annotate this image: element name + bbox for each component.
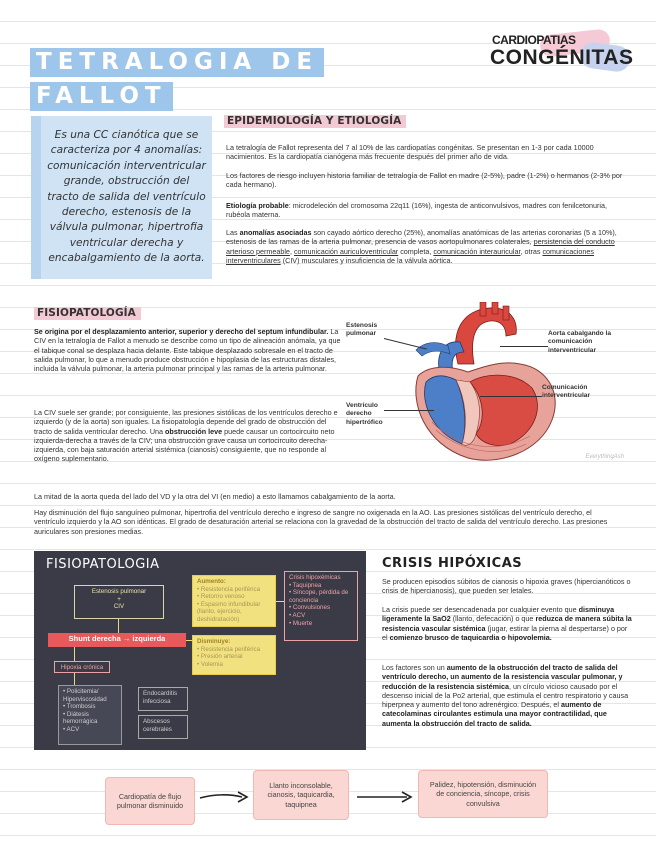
text-fragment: Los factores son un [382, 663, 447, 672]
fisiopatologia-paragraph-1 [34, 327, 346, 373]
bold-term: comienzo brusco de taquicardia o hipovolemia. [389, 632, 552, 642]
crisis-paragraph-3 [382, 663, 632, 728]
disminuye-title: Disminuye: [197, 638, 231, 645]
diagram-estenosis-box: Estenosis pulmonar + CIV [74, 585, 164, 619]
label-estenosis-pulmonar: Estenosis pulmonar [346, 322, 378, 338]
diagram-hipoxia-box: Hipoxia crónica [54, 661, 110, 673]
heading-crisis-hipoxicas: CRISIS HIPÓXICAS [382, 556, 523, 571]
text-fragment: La CIV en la tetralogía de Fallot a menudo se describe como un tipo de alineación anómala, ya que el tabique conal se desplaza hacia delante. Este tabique desplazado sobresale en el tracto de salida pulmonar, lo que a menudo produce obstrucción e hipoplasia de las estructuras distales, incluida la válvula pulmonar, la arteria pulmonar principal y las ramas de la arteria pulmonar. [34, 327, 341, 374]
label-ventriculo-derecho: Ventrículo derecho hipertrófico [346, 402, 383, 426]
etiologia-label: Etiología probable [226, 201, 289, 210]
text-fragment: La crisis puede ser desencadenada por cualquier evento que [382, 605, 579, 614]
label-aorta-cabalgando: Aorta cabalgando la comunicación interventricular [548, 330, 612, 354]
epidemiologia-paragraph-2: Los factores de riesgo incluyen historia familiar de tetralogía de Fallot en madre (2-5%), padre (1-2%) o hermanos (2-3% por cada hermano). [226, 171, 623, 190]
flow-arrow-icon [198, 790, 250, 804]
diagram-arrow [118, 619, 119, 633]
label-pointer-line [384, 410, 434, 411]
flow-box-consecuencias: Palidez, hipotensión, disminución de conciencia, síncope, crisis convulsiva [418, 770, 548, 818]
fisiopatologia-paragraph-2 [34, 408, 346, 464]
aumento-items: • Resistencia periférica • Retorno venoso • Espasmo infundibular (llanto, ejercicio, deshidratación) [197, 585, 261, 623]
bold-term: reduzca de manera súbita la resistencia vascular sistémica [382, 614, 632, 633]
underlined-term: comunicación auriculoventricular [293, 246, 399, 256]
bold-term: aumento de catecolaminas circulantes estimula una mayor contractilidad, que aumenta la obstrucción del tracto de salida. [382, 700, 607, 728]
diagram-disminuye-box [192, 635, 276, 675]
text-fragment: (jugar, estirar la pierna al despertarse) o por el [382, 623, 628, 642]
underlined-term: comunicaciones interventriculares [226, 246, 594, 265]
aumento-title: Aumento: [197, 578, 226, 585]
badge-line-2: CONGÉNITAS [490, 46, 634, 69]
diagram-arrow [74, 647, 75, 661]
topic-badge [480, 30, 640, 78]
heart-illustration [340, 302, 632, 464]
flow-arrow-icon [355, 790, 415, 804]
crisis-paragraph-1: Se producen episodios súbitos de cianosis o hipoxia graves (hipercianóticos o crisis de hipercianosis), que pueden ser letales. [382, 577, 631, 596]
diagram-complicaciones-box: • Policitemia/ Hiperviscosidad • Trombosis • Diátesis hemorrágica • ACV [58, 685, 122, 745]
text-fragment: puede causar un cortocircuito neto izquierda-derecha a través de la CIV; una obstrucción grave causa un cortocircuito derecha-izquierda, con baja saturación arterial sistémica (cianosis) consiguiente, que no responde al oxígeno suplementario. [34, 426, 335, 464]
epidemiologia-paragraph-3 [226, 201, 626, 220]
underlined-term: comunicación interauricular [433, 246, 521, 256]
underlined-term: persistencia del conducto arterioso permeable [226, 237, 615, 256]
fisiopatologia-diagram [34, 551, 366, 750]
flow-box-cardiopatia: Cardiopatía de flujo pulmonar disminuido [105, 777, 195, 825]
page-title-line-1: TETRALOGIA DE [30, 48, 324, 77]
fisiopatologia-paragraph-4: Hay disminución del flujo sanguíneo pulmonar, hipertrofia del ventrículo derecho e ingreso de sangre no oxigenada en la AO. Las presiones sistólicas del ventrículo derecho, el ventrículo izquierdo y la AO son idénticas. El grado de desaturación arterial se relaciona con la gravedad de la obstrucción del tracto de salida del ventrículo derecho. Las presiones auriculares son presiones medias. [34, 508, 608, 536]
page-title-line-2: FALLOT [30, 82, 173, 111]
label-comunicacion-interventricular: Comunicación interventricular [542, 384, 591, 400]
text-fragment: , otras [520, 246, 543, 256]
text-fragment: son cayado aórtico derecho (25%), anomalías anatómicas de las arterias coronarias (5 a 10%), estenosis de las ramas de la arteria pulmonar, presencia de vasos aortopulmonares colaterales, [226, 228, 617, 247]
intro-text: Es una CC cianótica que se caracteriza por 4 anomalías: comunicación interventricular grande, obstrucción del tracto de salida del ventrículo derecho, estenosis de la válvula pulmonar, hipertrofia ventricular derecha y encabalgamiento de la aorta. [47, 129, 206, 265]
diagram-shunt-box: Shunt derecha → izquierda [48, 633, 186, 647]
badge-line-1: CARDIOPATIAS [492, 33, 576, 47]
fisiopatologia-lead: Se origina por el desplazamiento anterior, superior y derecho del septum infundibular. [34, 327, 329, 336]
diagram-arrow [276, 601, 284, 602]
heading-fisiopatologia: FISIOPATOLOGÍA [34, 307, 141, 320]
diagram-arrow [74, 673, 75, 685]
bold-term: disminuya ligeramente la SaO2 [382, 605, 615, 624]
text-fragment: completa, [398, 246, 434, 256]
text-fragment: , [289, 246, 294, 256]
intro-box [31, 116, 212, 279]
diagram-title: FISIOPATOLOGIA [46, 557, 160, 572]
epidemiologia-paragraph-1: La tetralogía de Fallot representa del 7 al 10% de las cardiopatías congénitas. Se presentan en 1-3 por cada 10000 nacimientos. Es la cardiopatía cianógena más frecuente después del primer año de vida. [226, 143, 594, 162]
diagram-endocarditis-box: Endocarditis infecciosa [138, 687, 188, 711]
label-pointer-line [500, 346, 548, 347]
anomalias-label: anomalías asociadas [239, 228, 312, 237]
crisis-box-items: • Taquipnea • Síncope, pérdida de conciencia • Convulsiones • ACV • Muerte [289, 581, 349, 627]
text-fragment: , un círculo vicioso causado por el descenso inicial de la Po2 arterial, que estimula el centro respiratorio y causa hiperpnea y aumento del tono adrenérgico. Después, el [382, 681, 629, 710]
flow-box-sintomas: Llanto inconsolable, cianosis, taquicardia, taquipnea [253, 770, 349, 820]
crisis-box-title: Crisis hipoxémicas [289, 574, 341, 581]
disminuye-items: • Resistencia periférica • Presión arterial • Volemia [197, 645, 261, 668]
diagram-aumento-box [192, 575, 276, 627]
heading-epidemiologia: EPIDEMIOLOGÍA Y ETIOLOGÍA [224, 115, 406, 128]
obstruccion-leve-term: obstrucción leve [165, 426, 223, 436]
text-fragment: Las [226, 228, 240, 237]
image-watermark: EverythingAsh [585, 454, 624, 460]
text-fragment: La CIV suele ser grande; por consiguiente, las presiones sistólicas de los ventrículos derecho e izquierdo (y de la aorta) son iguales. La fisiopatología depende del grado de obstrucción del tracto de salida ventricular derecho. Una [34, 408, 338, 436]
crisis-paragraph-2 [382, 605, 632, 642]
bold-term: aumento de la obstrucción del tracto de salida del ventrículo derecho, un aumento de la resistencia vascular pulmonar, y reducción de la resistencia sistémica [382, 663, 623, 691]
label-pointer-line [480, 396, 542, 397]
etiologia-text: : microdeleción del cromosoma 22q11 (16%), ingesta de anticonvulsivos, madres con fenilcetonuria, rubéola materna. [226, 201, 607, 220]
diagram-crisis-box [284, 571, 358, 641]
text-fragment: (CIV) musculares y insuficiencia de la válvula aórtica. [280, 255, 453, 265]
epidemiologia-paragraph-4 [226, 228, 626, 265]
fisiopatologia-paragraph-3: La mitad de la aorta queda del lado del VD y la otra del VI (en medio) a esto llamamos cabalgamiento de la aorta. [34, 492, 396, 501]
diagram-abscesos-box: Abscesos cerebrales [138, 715, 188, 739]
text-fragment: (llanto, defecación) o que [450, 614, 536, 624]
